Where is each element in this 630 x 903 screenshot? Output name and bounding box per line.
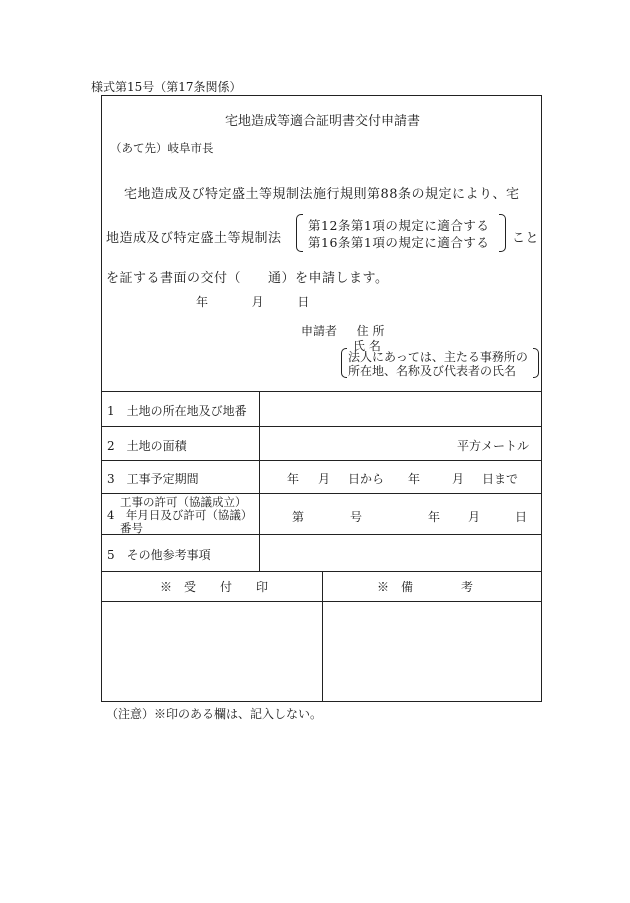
corporate-note-bracket	[341, 348, 539, 378]
period-start-day: 日から	[348, 472, 385, 486]
footnote: （注意）※印のある欄は、記入しない。	[106, 707, 323, 721]
row-construction-period-label: 3 工事予定期間	[107, 472, 199, 486]
addressee: （あて先）岐阜市長	[110, 141, 214, 155]
reception-stamp-area	[103, 602, 321, 700]
row-other-notes-value[interactable]	[260, 535, 540, 571]
option-article-16: 第16条第1項の規定に適合する	[308, 235, 490, 250]
permit-year: 年	[428, 510, 441, 524]
option-article-12: 第12条第1項の規定に適合する	[308, 218, 490, 233]
body-line-2-end: こと	[512, 231, 540, 246]
corporate-note-line-2: 所在地、名称及び代表者の氏名	[348, 364, 517, 378]
row-permit-label-line-3: 番号	[120, 521, 143, 535]
reception-stamp-header: ※ 受 付 印	[160, 580, 269, 594]
name-label: 氏 名	[353, 339, 381, 353]
row-permit-label-line-2: 4 年月日及び許可（協議）	[107, 508, 253, 522]
permit-month: 月	[468, 510, 481, 524]
form-title: 宅地造成等適合証明書交付申請書	[224, 114, 420, 129]
period-end-month: 月	[452, 472, 465, 486]
article-options-bracket	[296, 214, 506, 252]
row-land-location-label: 1 土地の所在地及び地番	[107, 404, 247, 418]
application-form	[101, 95, 542, 702]
permit-dai: 第	[292, 510, 305, 524]
row-land-area-unit: 平方メートル	[457, 439, 530, 453]
period-start-year: 年	[287, 472, 300, 486]
row-other-notes-label: 5 その他参考事項	[107, 548, 211, 562]
date-month: 月	[251, 295, 264, 309]
applicant-label: 申請者	[301, 324, 338, 338]
body-line-1: 宅地造成及び特定盛土等規制法施行規則第88条の規定により、宅	[124, 187, 520, 202]
row-permit-label-line-1: 工事の許可（協議成立）	[120, 495, 247, 509]
period-start-month: 月	[318, 472, 331, 486]
form-number-label: 様式第15号（第17条関係）	[91, 80, 242, 94]
corporate-note-line-1: 法人にあっては、主たる事務所の	[348, 350, 528, 364]
application-date	[196, 293, 309, 310]
address-label: 住 所	[356, 324, 385, 338]
row-land-location-value[interactable]	[260, 392, 540, 426]
period-end-year: 年	[408, 472, 421, 486]
row-land-area-label: 2 土地の面積	[107, 439, 187, 453]
body-line-2: 地造成及び特定盛土等規制法	[106, 231, 282, 246]
date-day: 日	[297, 295, 310, 309]
permit-go: 号	[350, 510, 363, 524]
remarks-area	[323, 602, 540, 700]
period-end-day: 日まで	[482, 472, 519, 486]
body-line-3: を証する書面の交付（ 通）を申請します。	[106, 271, 389, 286]
date-year: 年	[196, 295, 209, 309]
permit-day: 日	[515, 510, 528, 524]
remarks-header: ※ 備 考	[377, 580, 474, 594]
